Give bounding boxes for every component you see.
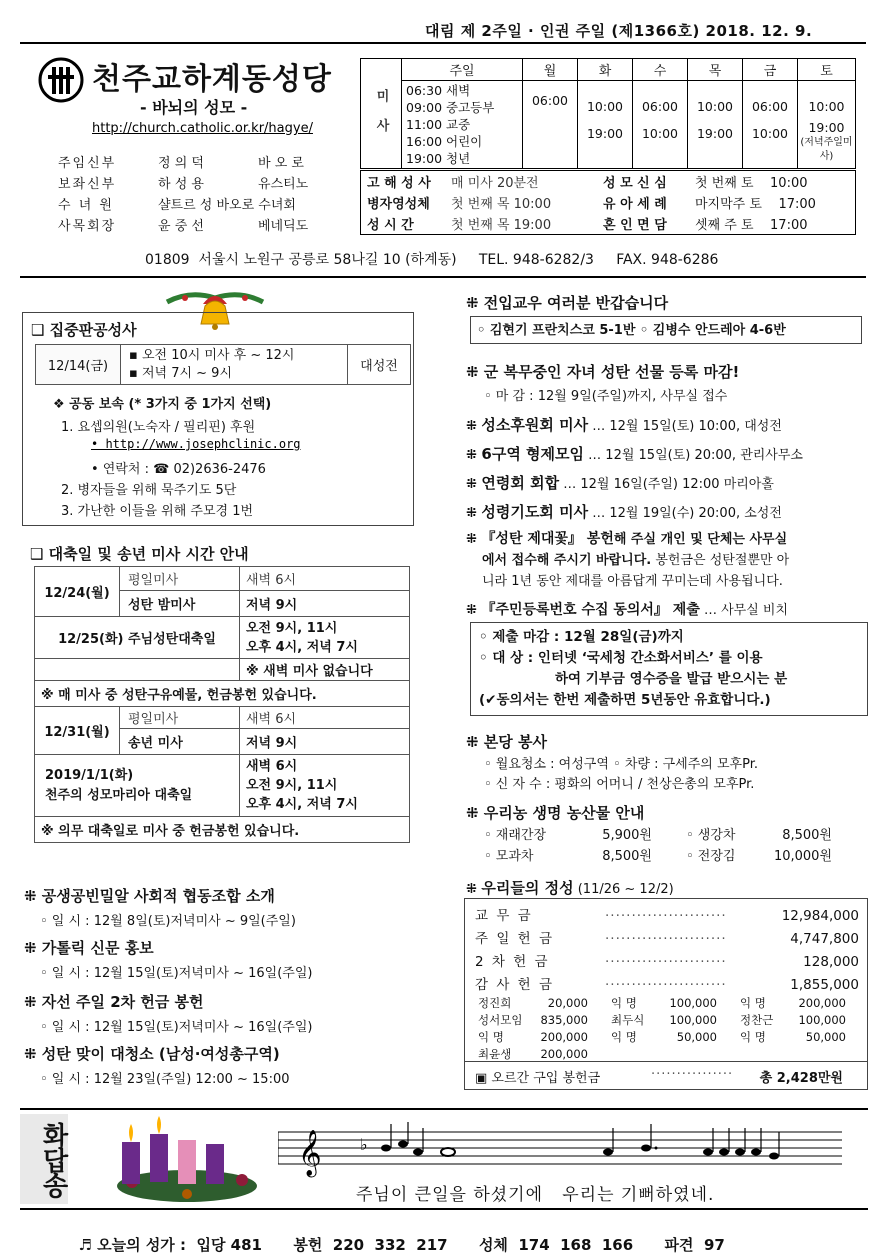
gift-title-text: 군 복무중인 자녀 성탄 선물 등록 마감! <box>483 363 740 381</box>
christmas-note: ※ 의무 대축일로 미사 중 헌금봉헌 있습니다. <box>35 817 410 843</box>
penance-title <box>31 319 137 340</box>
donor-amount: 50,000 <box>676 1030 717 1044</box>
staff-list <box>58 152 358 236</box>
asterisk-bullet-icon: ⁜ <box>466 804 484 822</box>
service-title-text: 본당 봉사 <box>483 733 547 751</box>
header-bottom-rule <box>20 276 866 278</box>
donor-row <box>477 1029 847 1046</box>
organ-fund-row <box>475 1067 859 1086</box>
donor-row <box>477 995 847 1012</box>
consent-line: 하여 기부금 영수증을 발급 받으시는 분 <box>555 671 788 687</box>
farm-title-text: 우리농 생명 농산물 안내 <box>483 804 645 822</box>
farm-items <box>484 825 864 867</box>
asterisk-bullet-icon: ⁜ <box>24 939 42 957</box>
offering-row <box>475 928 861 951</box>
notice-item <box>24 991 424 1043</box>
time-entry: 16:00 어린이 <box>406 134 483 149</box>
farm-item-name: ◦ 재래간장 <box>484 828 547 843</box>
gift-detail: ◦ 마 감 : 12월 9일(주일)까지, 사무실 접수 <box>484 389 728 404</box>
hymn-recessional: 파견 97 <box>664 1236 725 1254</box>
offering-amount: 12,984,000 <box>781 908 859 924</box>
issue-line: 대림 제 2주일 · 인권 주일 (제1366호) 2018. 12. 9. <box>425 22 813 40</box>
donor-amount: 50,000 <box>805 1030 846 1044</box>
christmas-time: 오후 4시, 저녁 7시 <box>246 639 358 655</box>
staff-role: 수 녀 원 <box>58 198 114 213</box>
hwadap-label: 화답송 <box>20 1114 68 1204</box>
event-title: 성소후원회 미사 <box>481 416 589 434</box>
donor-amount: 835,000 <box>540 1013 588 1027</box>
donor-name: 익 명 <box>611 996 637 1010</box>
offering-label: 감 사 헌 금 <box>475 977 555 993</box>
service-value: 첫 번째 목 19:00 <box>451 218 552 233</box>
farm-item-price: 5,900원 <box>602 828 652 843</box>
staff-row <box>58 152 358 173</box>
offering-list <box>475 905 861 997</box>
hymn-entrance: 입당 481 <box>196 1236 262 1254</box>
penance-title-text: 집중판공성사 <box>49 321 137 339</box>
donor-name: 익 명 <box>611 1030 637 1044</box>
day-header: 목 <box>688 59 743 81</box>
staff-name: 정 의 덕 <box>158 156 204 171</box>
day-header: 금 <box>743 59 798 81</box>
day-header: 수 <box>633 59 688 81</box>
alms-item: 1. 요셉의원(노숙자 / 필리핀) 후원 <box>61 420 256 435</box>
christmas-time: 새벽 6시 <box>246 759 298 774</box>
offering-amount: 128,000 <box>803 954 859 970</box>
friday-times <box>743 81 798 169</box>
staff-row <box>58 194 358 215</box>
event-item <box>466 501 876 530</box>
flower-text: 에서 접수해 주시기 바랍니다. <box>482 553 652 568</box>
time-entry: 10:00 <box>751 126 789 141</box>
leader-dots: ················ <box>651 1067 734 1082</box>
leader-dots: ······················· <box>605 954 727 970</box>
service-value: 첫 번째 토 10:00 <box>695 176 808 191</box>
consent-box <box>470 622 868 716</box>
donor-name: 익 명 <box>478 1030 504 1044</box>
organ-fund-label: ▣ 오르간 구입 봉헌금 <box>475 1071 601 1086</box>
leader-dots: ······················· <box>605 977 727 993</box>
saturday-times <box>798 81 856 169</box>
time-entry: 10:00 <box>808 99 845 114</box>
offering-amount: 4,747,800 <box>790 931 859 947</box>
tuesday-times <box>578 81 633 169</box>
christmas-title <box>30 543 249 564</box>
asterisk-bullet-icon: ⁜ <box>466 419 482 434</box>
time-entry: 10:00 <box>641 126 679 141</box>
flower-text: 봉헌금은 성탄절뿐만 아 <box>651 553 790 568</box>
farm-item-name: ◦ 전장김 <box>686 849 736 864</box>
christmas-note: ※ 새벽 미사 없습니다 <box>240 659 410 681</box>
address-line: 01809 서울시 노원구 공릉로 58나길 10 (하계동) TEL. 948-6282/3 FAX. 948-6286 <box>145 252 719 268</box>
event-detail: … 12월 19일(수) 20:00, 소성전 <box>588 506 782 521</box>
time-entry: 10:00 <box>586 99 624 114</box>
offering-amount: 1,855,000 <box>790 977 859 993</box>
church-logo-icon <box>38 57 84 103</box>
hwadap-lyrics: 주님이 큰일을 하셨기에 우리는 기뻐하였네. <box>356 1185 715 1205</box>
staff-row <box>58 215 358 236</box>
notice-detail: ◦ 일 시 : 12월 15일(토)저녁미사 ~ 16일(주일) <box>40 966 313 981</box>
christmas-date-line: 2019/1/1(화) <box>45 767 134 783</box>
christmas-times <box>240 617 410 659</box>
offering-row <box>475 905 861 928</box>
donor-amount: 100,000 <box>669 996 717 1010</box>
service-line: ◦ 월요청소 : 여성구역 ◦ 차량 : 구세주의 모후Pr. <box>484 757 758 772</box>
service-label: 혼 인 면 담 <box>603 218 667 233</box>
staff-row <box>58 173 358 194</box>
consent-line: ◦ 대 상 : 인터넷 ‘국세청 간소화서비스’ 를 이용 <box>479 650 763 666</box>
monday-times <box>523 81 578 169</box>
service-value: 마지막주 토 17:00 <box>695 197 816 212</box>
notice-detail: ◦ 일 시 : 12월 8일(토)저녁미사 ~ 9일(주일) <box>40 914 296 929</box>
penance-section <box>22 312 414 526</box>
event-title: 연령회 회합 <box>481 474 560 492</box>
asterisk-bullet-icon: ⁜ <box>24 993 42 1011</box>
event-title: 6구역 형제모임 <box>481 445 585 463</box>
service-value: 매 미사 20분전 <box>451 176 539 191</box>
notice-title: 가톨릭 신문 홍보 <box>41 939 154 957</box>
wednesday-times <box>633 81 688 169</box>
christmas-times <box>240 755 410 817</box>
time-entry: 19:00 <box>808 120 845 135</box>
notice-title: 자선 주일 2차 헌금 봉헌 <box>41 993 204 1011</box>
event-detail: … 12월 15일(토) 10:00, 대성전 <box>588 419 782 434</box>
service-line: ◦ 신 자 수 : 평화의 어머니 / 천상은총의 모후Pr. <box>484 777 755 792</box>
flower-title: 『성탄 제대꽃』 봉헌 <box>481 531 614 547</box>
service-title <box>466 731 547 752</box>
time-entry: 10:00 <box>696 99 734 114</box>
event-title: 성령기도회 미사 <box>481 503 589 521</box>
asterisk-bullet-icon: ⁜ <box>466 603 482 618</box>
penance-time: ▪ 저녁 7시 ~ 9시 <box>129 365 233 381</box>
church-subtitle: - 바뇌의 성모 - <box>140 98 248 117</box>
consent-line: ◦ 제출 마감 : 12월 28일(금)까지 <box>479 629 684 645</box>
organ-fund-total: 총 2,428만원 <box>759 1071 843 1086</box>
alms-item: • 연락처 : ☎ 02)2636-2476 <box>91 462 266 477</box>
asterisk-bullet-icon: ⁜ <box>466 532 482 547</box>
donor-table <box>477 995 847 1063</box>
donor-amount: 200,000 <box>540 1030 588 1044</box>
events-list <box>466 414 876 530</box>
christmas-table <box>34 566 410 843</box>
donor-name: 정진희 <box>478 996 512 1010</box>
gift-title <box>466 361 739 382</box>
time-entry: (저녁주일미사) <box>800 137 853 162</box>
hymn-communion: 성체 174 168 166 <box>478 1236 634 1254</box>
checkbox-bullet-icon: ❑ <box>30 545 49 563</box>
penance-time: ▪ 오전 10시 미사 후 ~ 12시 <box>129 347 295 363</box>
asterisk-bullet-icon: ⁜ <box>466 448 482 463</box>
leader-dots: ······················· <box>605 931 727 947</box>
christmas-mass: 평일미사 <box>120 567 240 591</box>
event-item <box>466 443 876 472</box>
service-label: 성 모 신 심 <box>603 176 667 191</box>
staff-name: 샬트르 성 바오로 수녀회 <box>158 198 296 213</box>
alms-title: ❖ 공동 보속 (* 3가지 중 1가지 선택) <box>53 397 272 412</box>
donor-amount: 200,000 <box>798 996 846 1010</box>
event-item <box>466 472 876 501</box>
time-entry: 19:00 <box>696 126 734 141</box>
farm-item-name: ◦ 생강차 <box>686 828 736 843</box>
christmas-time: 오전 9시, 11시 <box>246 620 338 636</box>
notice-detail: ◦ 일 시 : 12월 23일(주일) 12:00 ~ 15:00 <box>40 1072 290 1087</box>
asterisk-bullet-icon: ⁜ <box>24 887 42 905</box>
hwadap-section <box>20 1108 868 1210</box>
christmas-time: 새벽 6시 <box>240 707 410 729</box>
donor-name: 최윤생 <box>478 1047 512 1061</box>
farm-item-name: ◦ 모과차 <box>484 849 534 864</box>
offering-label: 주 일 헌 금 <box>475 931 555 947</box>
service-value: 첫 번째 목 10:00 <box>451 197 552 212</box>
christmas-blank <box>35 659 240 681</box>
christmas-note: ※ 매 미사 중 성탄구유예물, 헌금봉헌 있습니다. <box>35 681 410 707</box>
welcome-title-text: 전입교우 여러분 반갑습니다 <box>483 294 669 312</box>
christmas-date <box>35 755 240 817</box>
event-item <box>466 414 876 443</box>
donor-row <box>477 1012 847 1029</box>
penance-table <box>35 344 411 385</box>
day-header: 월 <box>523 59 578 81</box>
day-header: 토 <box>798 59 856 81</box>
penance-place: 대성전 <box>348 345 411 385</box>
donor-amount: 100,000 <box>669 1013 717 1027</box>
christmas-mass: 평일미사 <box>120 707 240 729</box>
christmas-date: 12/25(화) 주님성탄대축일 <box>35 617 240 659</box>
christmas-date-line: 천주의 성모마리아 대축일 <box>45 787 193 803</box>
time-entry: 06:30 새벽 <box>406 83 471 98</box>
staff-role: 보좌신부 <box>58 177 117 192</box>
asterisk-bullet-icon: ⁜ <box>466 477 482 492</box>
penance-date: 12/14(금) <box>36 345 121 385</box>
church-url-link[interactable]: http://church.catholic.or.kr/hagye/ <box>92 121 313 136</box>
checkbox-bullet-icon: ❑ <box>31 321 50 339</box>
hymns-prefix: ♬ 오늘의 성가 : <box>78 1236 187 1254</box>
sunday-times <box>402 81 523 169</box>
hymns-line <box>68 1216 725 1255</box>
left-notices <box>24 885 424 1095</box>
notice-item <box>24 1043 424 1095</box>
services-table <box>360 170 856 235</box>
music-staff <box>278 1120 842 1178</box>
service-label: 병자영성체 <box>367 197 430 212</box>
farm-item-price: 8,500원 <box>782 828 832 843</box>
staff-name: 하 성 용 <box>158 177 204 192</box>
christmas-date: 12/31(월) <box>35 707 120 755</box>
consent-title <box>466 599 788 619</box>
donor-amount: 20,000 <box>547 996 588 1010</box>
staff-baptism: 베네딕도 <box>258 219 309 234</box>
notice-title: 성탄 맞이 대청소 (남성·여성총구역) <box>41 1045 280 1063</box>
asterisk-bullet-icon: ⁜ <box>466 506 482 521</box>
christmas-time: 오후 4시, 저녁 7시 <box>246 797 358 812</box>
donor-amount: 100,000 <box>798 1013 846 1027</box>
staff-role: 주임신부 <box>58 156 117 171</box>
notice-title: 공생공빈밀알 사회적 협동조합 소개 <box>41 887 275 905</box>
alms-link[interactable]: • http://www.josephclinic.org <box>91 437 301 451</box>
notice-item <box>24 937 424 991</box>
mass-schedule-table <box>360 58 856 169</box>
christmas-time: 오전 9시, 11시 <box>246 778 338 793</box>
consent-tail: … 사무실 비치 <box>699 603 789 618</box>
leader-dots: ······················· <box>605 908 727 924</box>
notice-item <box>24 885 424 937</box>
svg-text:𝄞: 𝄞 <box>298 1130 322 1176</box>
farm-item-price: 8,500원 <box>602 849 652 864</box>
christmas-title-text: 대축일 및 송년 미사 시간 안내 <box>48 545 249 563</box>
donor-name: 최두식 <box>611 1013 645 1027</box>
consent-title-text: 『주민등록번호 수집 동의서』 제출 <box>481 602 700 618</box>
asterisk-bullet-icon: ⁜ <box>466 363 484 381</box>
day-header: 주일 <box>402 59 523 81</box>
church-name: 천주교하계동성당 <box>92 62 332 97</box>
time-entry: 19:00 <box>586 126 624 141</box>
notice-detail: ◦ 일 시 : 12월 15일(토)저녁미사 ~ 16일(주일) <box>40 1020 313 1035</box>
asterisk-bullet-icon: ⁜ <box>466 294 484 312</box>
mass-side-label: 미 사 <box>361 59 402 169</box>
day-header: 화 <box>578 59 633 81</box>
welcome-title <box>466 292 668 313</box>
flower-text: 니라 1년 동안 제대를 아름답게 꾸미는데 사용됩니다. <box>482 574 783 589</box>
staff-name: 윤 중 선 <box>158 219 204 234</box>
flower-text: 해 주실 개인 및 단체는 사무실 <box>613 532 788 547</box>
alms-item: 2. 병자들을 위해 묵주기도 5단 <box>61 483 237 498</box>
asterisk-bullet-icon: ⁜ <box>466 733 484 751</box>
alms-item: 3. 가난한 이들을 위해 주모경 1번 <box>61 504 254 519</box>
time-entry: 06:00 <box>641 99 679 114</box>
time-entry: 09:00 중고등부 <box>406 100 495 115</box>
welcome-names: ◦ 김현기 프란치스코 5-1반 ◦ 김병수 안드레아 4-6반 <box>470 316 862 344</box>
offering-title <box>466 877 674 898</box>
donor-amount: 200,000 <box>540 1047 588 1061</box>
donor-name: 익 명 <box>740 996 766 1010</box>
event-detail: … 12월 15일(토) 20:00, 관리사무소 <box>584 448 803 463</box>
christmas-time: 새벽 6시 <box>240 567 410 591</box>
staff-baptism: 유스티노 <box>258 177 309 192</box>
christmas-mass: 송년 미사 <box>120 729 240 755</box>
event-detail: … 12월 16일(주일) 12:00 마리아홀 <box>559 477 774 492</box>
svg-text:♭: ♭ <box>360 1135 368 1154</box>
farm-title <box>466 802 644 823</box>
offering-box <box>464 898 868 1090</box>
service-label: 고 해 성 사 <box>367 176 431 191</box>
staff-baptism: 바 오 로 <box>258 156 304 171</box>
offering-label: 교 무 금 <box>475 908 533 924</box>
consent-line: (✔동의서는 한번 제출하면 5년동안 유효합니다.) <box>479 692 771 708</box>
farm-item-price: 10,000원 <box>773 849 832 864</box>
time-entry: 06:00 <box>751 99 789 114</box>
time-entry: 11:00 교중 <box>406 117 471 132</box>
christmas-mass: 성탄 밤미사 <box>120 591 240 617</box>
donor-name: 익 명 <box>740 1030 766 1044</box>
offering-row <box>475 974 861 997</box>
christmas-time: 저녁 9시 <box>240 591 410 617</box>
service-label: 유 아 세 례 <box>603 197 667 212</box>
time-entry: 06:00 <box>531 93 569 108</box>
christmas-date: 12/24(월) <box>35 567 120 617</box>
header-top-rule <box>20 42 866 44</box>
advent-wreath-icon <box>112 1114 262 1204</box>
donor-name: 정찬근 <box>740 1013 774 1027</box>
christmas-time: 저녁 9시 <box>240 729 410 755</box>
time-entry: 19:00 청년 <box>406 151 471 166</box>
flower-notice <box>466 529 876 592</box>
penance-times <box>121 345 348 385</box>
offering-label: 2 차 헌 금 <box>475 954 550 970</box>
asterisk-bullet-icon: ⁜ <box>466 882 482 897</box>
service-label: 성 시 간 <box>367 218 414 233</box>
asterisk-bullet-icon: ⁜ <box>24 1045 42 1063</box>
staff-role: 사목회장 <box>58 219 117 234</box>
organ-fund-divider <box>465 1061 867 1062</box>
service-value: 셋째 주 토 17:00 <box>695 218 808 233</box>
hymn-offertory: 봉헌 220 332 217 <box>293 1236 448 1254</box>
donor-name: 성서모임 <box>478 1013 523 1027</box>
offering-row <box>475 951 861 974</box>
offering-period: (11/26 ~ 12/2) <box>577 882 674 897</box>
thursday-times <box>688 81 743 169</box>
offering-title-text: 우리들의 정성 <box>481 879 574 897</box>
